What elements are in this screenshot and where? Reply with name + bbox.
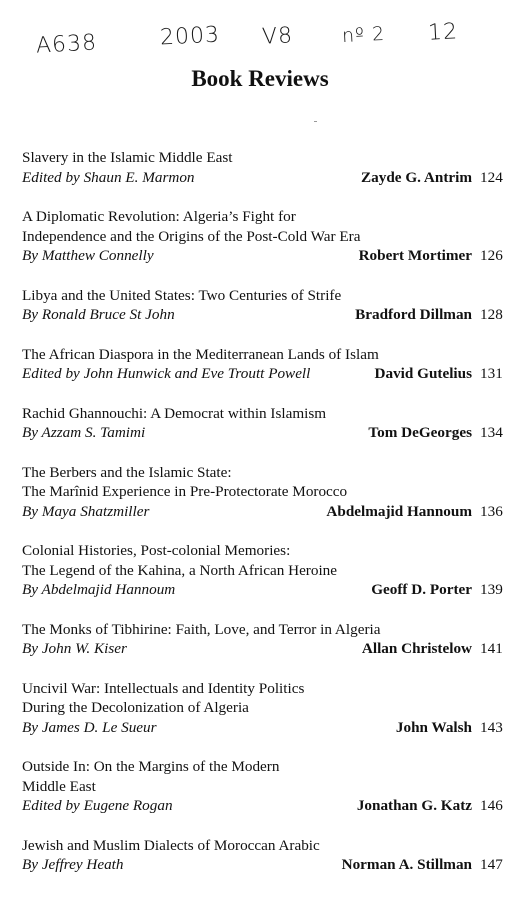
page-number: 143 xyxy=(480,718,503,736)
review-byline-row xyxy=(22,639,506,659)
handwritten-shelfmark: A638 xyxy=(35,30,98,59)
book-title-line: Colonial Histories, Post-colonial Memories: xyxy=(22,542,291,559)
review-entry xyxy=(22,836,506,875)
page-number: 147 xyxy=(480,856,503,873)
review-list xyxy=(22,148,506,895)
book-title-line: The Marînid Experience in Pre-Protectorate Morocco xyxy=(22,483,348,500)
page-number: 139 xyxy=(480,581,503,598)
review-byline-row xyxy=(22,580,506,600)
handwritten-number: 12 xyxy=(427,19,459,46)
book-author: By Abdelmajid Hannoum xyxy=(22,581,176,598)
handwritten-issue: nº 2 xyxy=(341,22,386,48)
book-title-line: Middle East xyxy=(22,777,96,795)
book-author: By Matthew Connelly xyxy=(22,247,154,264)
review-entry xyxy=(22,541,506,600)
review-entry xyxy=(22,757,506,816)
book-author: By Maya Shatzmiller xyxy=(22,502,150,520)
review-byline-row xyxy=(22,168,506,188)
reviewer-name: Allan Christelow xyxy=(361,640,472,657)
page-number: 124 xyxy=(480,168,503,186)
page-number: 146 xyxy=(480,797,503,814)
review-entry xyxy=(22,148,506,187)
reviewer-name: David Gutelius xyxy=(374,365,472,382)
book-author: By Azzam S. Tamimi xyxy=(22,424,146,441)
book-title-line: Jewish and Muslim Dialects of Moroccan Arabic xyxy=(22,836,320,854)
reviewer-name: Zayde G. Antrim xyxy=(361,168,472,186)
review-byline-row xyxy=(22,718,506,738)
book-author: By John W. Kiser xyxy=(22,640,127,657)
book-title-line: Libya and the United States: Two Centuries of Strife xyxy=(22,286,342,304)
book-title-line: The Berbers and the Islamic State: xyxy=(22,463,232,481)
reviewer-name: Tom DeGeorges xyxy=(368,424,472,441)
handwritten-volume: V8 xyxy=(261,23,294,50)
reviewer-name: Geoff D. Porter xyxy=(371,581,472,598)
review-byline-row xyxy=(22,502,506,522)
book-title-line: A Diplomatic Revolution: Algeria’s Fight for xyxy=(22,208,296,225)
review-byline-row xyxy=(22,423,506,443)
page-number: 136 xyxy=(480,502,503,520)
review-byline-row xyxy=(22,364,506,384)
reviewer-name: John Walsh xyxy=(395,718,472,736)
book-author: Edited by Eugene Rogan xyxy=(22,797,173,814)
review-entry xyxy=(22,620,506,659)
book-title-line: Independence and the Origins of the Post-Cold War Era xyxy=(22,227,361,245)
handwritten-annotation xyxy=(0,18,507,62)
book-author: Edited by Shaun E. Marmon xyxy=(22,168,195,186)
book-author: By Jeffrey Heath xyxy=(22,856,124,873)
paper-speck xyxy=(314,121,317,122)
review-entry xyxy=(22,286,506,325)
book-title-line: Uncivil War: Intellectuals and Identity Politics xyxy=(22,679,305,697)
reviewer-name: Robert Mortimer xyxy=(358,247,472,264)
review-entry xyxy=(22,463,506,522)
page-number: 134 xyxy=(480,424,503,441)
page-number: 128 xyxy=(480,306,503,323)
reviewer-name: Jonathan G. Katz xyxy=(356,797,472,814)
book-title-line: Slavery in the Islamic Middle East xyxy=(22,149,233,166)
book-title-line: The Legend of the Kahina, a North African Heroine xyxy=(22,561,338,579)
review-byline-row xyxy=(22,796,506,816)
review-entry xyxy=(22,207,506,266)
book-title-line: Outside In: On the Margins of the Modern xyxy=(22,758,280,775)
page-title: Book Reviews xyxy=(191,66,329,91)
reviewer-name: Norman A. Stillman xyxy=(341,856,472,873)
book-title-line: Rachid Ghannouchi: A Democrat within Islamism xyxy=(22,404,327,422)
review-entry xyxy=(22,679,506,738)
book-author: By James D. Le Sueur xyxy=(22,718,157,736)
book-title-line: The African Diaspora in the Mediterranean Lands of Islam xyxy=(22,345,379,363)
review-byline-row xyxy=(22,305,506,325)
book-title-line: During the Decolonization of Algeria xyxy=(22,699,249,716)
page-number: 141 xyxy=(480,640,503,657)
review-byline-row xyxy=(22,246,506,266)
page-number: 126 xyxy=(480,247,503,264)
review-entry xyxy=(22,404,506,443)
book-author: Edited by John Hunwick and Eve Troutt Powell xyxy=(22,365,311,382)
handwritten-year: 2003 xyxy=(159,22,221,51)
review-entry xyxy=(22,345,506,384)
reviewer-name: Abdelmajid Hannoum xyxy=(326,502,472,520)
page-number: 131 xyxy=(480,365,503,382)
book-title-line: The Monks of Tibhirine: Faith, Love, and Terror in Algeria xyxy=(22,620,381,638)
reviewer-name: Bradford Dillman xyxy=(355,306,472,323)
review-byline-row xyxy=(22,855,506,875)
book-author: By Ronald Bruce St John xyxy=(22,306,175,323)
